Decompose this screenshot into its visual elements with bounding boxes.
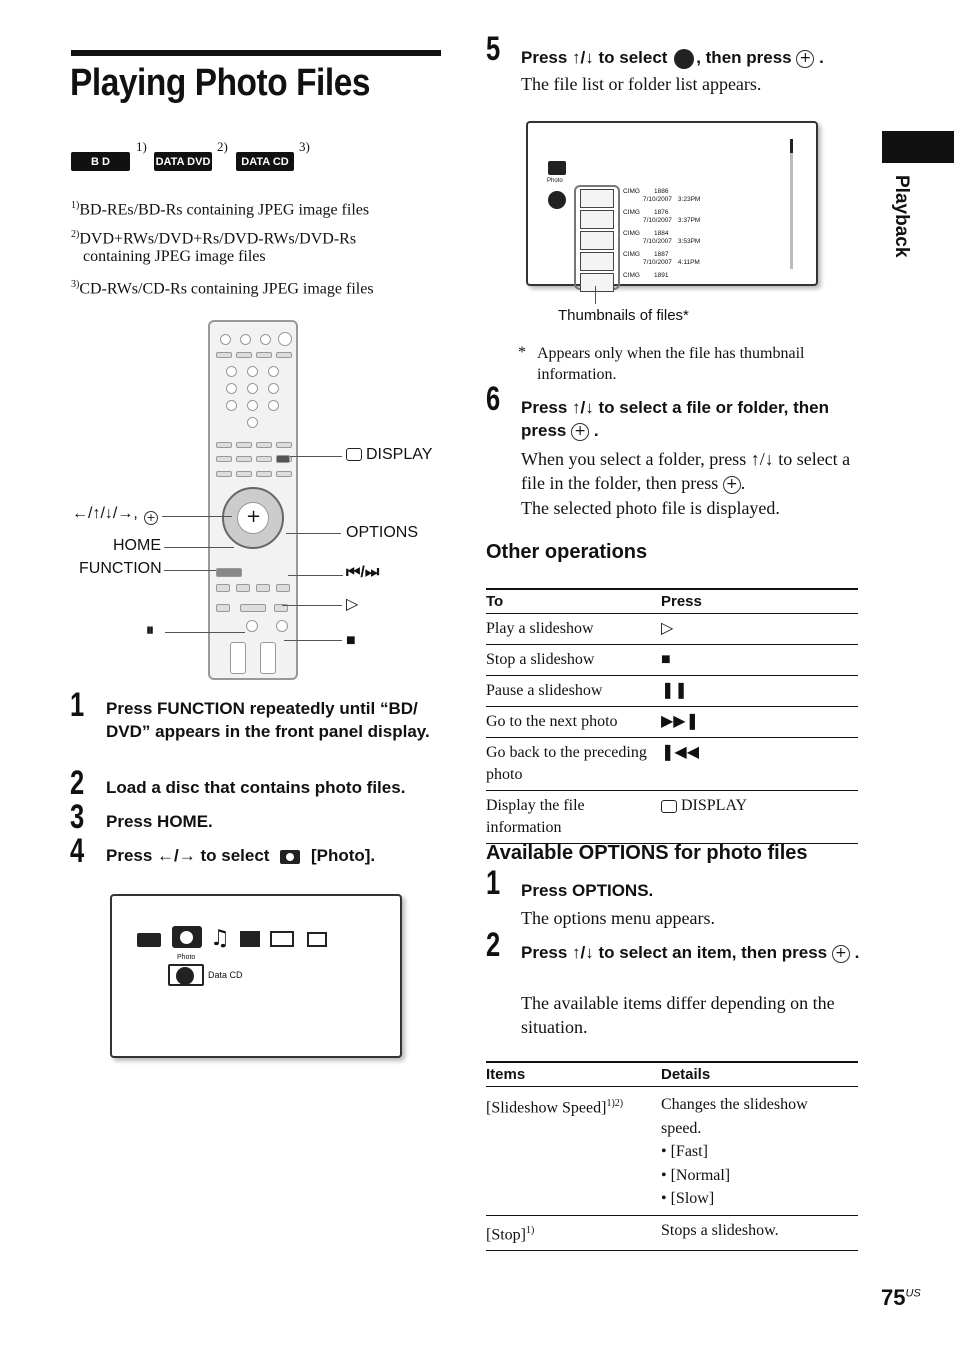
file-thumbnail	[580, 231, 614, 250]
step-number: 4	[70, 832, 85, 870]
step-number: 1	[70, 686, 85, 724]
column-header-to: To	[486, 589, 661, 614]
enter-icon: +	[723, 476, 741, 494]
play-callout: ▷	[346, 596, 359, 613]
table-row: Go back to the preceding photo ❚◀◀	[486, 738, 858, 791]
film-icon	[270, 931, 294, 947]
step-number: 2	[486, 926, 501, 964]
function-callout: FUNCTION	[79, 560, 162, 577]
footnote-3: $^{3)}$CD-RWs/CD-Rs containing JPEG image files	[71, 279, 374, 298]
footnote-2: $^{2)}$DVD+RWs/DVD+Rs/DVD-RWs/DVD-Rs	[71, 229, 357, 248]
table-row: [Slideshow Speed]$^{1)2)}$ Changes the slideshow speed. • [Fast] • [Normal] • [Slow]	[486, 1087, 858, 1216]
badge-footnote-mark: 1)	[136, 139, 147, 154]
stop-callout: ■	[346, 632, 356, 649]
step-text: Press FUNCTION repeatedly until “BD/ DVD” appears in the front panel display.	[106, 699, 430, 741]
enter-icon: +	[832, 945, 850, 963]
photo-icon	[172, 926, 202, 948]
step-number: 6	[486, 380, 501, 418]
home-menu-screen	[110, 894, 402, 1058]
file-row: CIMG 1886 7/10/2007 3:23PM	[623, 188, 701, 203]
settings-icon	[137, 933, 161, 947]
camera-icon	[280, 850, 300, 864]
disc-icon	[548, 191, 566, 209]
file-thumbnail	[580, 210, 614, 229]
asterisk-note: Appears only when the file has thumbnail information.	[537, 345, 805, 383]
asterisk-mark: *	[518, 344, 526, 361]
music-icon: ♫	[210, 926, 230, 951]
table-row: Stop a slideshow ■	[486, 645, 858, 676]
disc-icon	[168, 964, 204, 986]
enter-icon: +	[571, 423, 589, 441]
data-dvd-badge: DATA DVD	[154, 152, 212, 171]
step-text: Press ↑/↓ to select , then press + .	[521, 48, 824, 67]
file-thumbnail	[580, 189, 614, 208]
column-header-items: Items	[486, 1062, 661, 1087]
step-text: Load a disc that contains photo files.	[106, 778, 406, 797]
file-list-screen	[526, 121, 818, 286]
table-row: Pause a slideshow ❚❚	[486, 676, 858, 707]
table-row: [Stop]$^{1)}$ Stops a slideshow.	[486, 1215, 858, 1250]
step-number: 1	[486, 864, 501, 902]
page-title: Playing Photo Files	[70, 62, 371, 104]
display-button	[276, 455, 290, 463]
title-rule	[71, 50, 441, 56]
step-text: Press ↑/↓ to select a file or folder, then press + .	[521, 398, 829, 440]
enter-icon: +	[144, 509, 158, 527]
step-body: The options menu appears.	[521, 908, 715, 928]
display-icon	[346, 448, 362, 461]
file-row: CIMG 1884 7/10/2007 3:53PM	[623, 230, 701, 245]
input-icon	[307, 932, 327, 947]
page-number: $75^{US}$	[881, 1285, 921, 1310]
step-text: Press ↑/↓ to select an item, then press + .	[521, 943, 860, 962]
thumbnails-caption: Thumbnails of files*	[558, 307, 689, 324]
badge-footnote-mark: 2)	[217, 139, 228, 154]
remote-control-illustration: +	[208, 320, 298, 680]
scrollbar	[790, 139, 793, 269]
file-row: CIMG 1887 7/10/2007 4:11PM	[623, 251, 700, 266]
step-number: 5	[486, 30, 501, 68]
step-number: 2	[70, 764, 85, 802]
step-body: The file list or folder list appears.	[521, 74, 762, 94]
data-cd-label: Data CD	[208, 970, 243, 980]
disc-icon	[674, 49, 694, 69]
table-row: Play a slideshow ▷	[486, 614, 858, 645]
pause-callout: ⏸	[146, 622, 155, 639]
other-operations-table	[486, 588, 858, 844]
photo-icon	[548, 161, 566, 175]
file-row: CIMG 1876 7/10/2007 3:37PM	[623, 209, 701, 224]
arrows-callout: ←/↑/↓/→,	[72, 505, 138, 522]
footnote-2-cont: containing JPEG image files	[83, 248, 266, 265]
step-text: Press HOME.	[106, 812, 213, 831]
options-callout: OPTIONS	[346, 524, 419, 541]
data-cd-badge: DATA CD	[236, 152, 294, 171]
step-body: When you select a folder, press ↑/↓ to select a file in the folder, then press + .	[521, 449, 851, 493]
table-row: Display the file information DISPLAY	[486, 791, 858, 844]
photo-label: Photo	[547, 178, 563, 184]
home-callout: HOME	[113, 537, 161, 554]
step-number: 3	[70, 798, 85, 836]
function-button	[216, 568, 242, 577]
options-table	[486, 1061, 858, 1251]
file-thumbnail	[580, 273, 614, 292]
table-row: Go to the next photo ▶▶❚	[486, 707, 858, 738]
enter-icon: +	[796, 50, 814, 68]
footnote-1: $^{1)}$BD-REs/BD-Rs containing JPEG image files	[71, 200, 370, 219]
step-text: Press ←/→ to select [Photo].	[106, 846, 376, 865]
badge-footnote-mark: 3)	[299, 139, 310, 154]
step-body: The available items differ depending on the situation.	[521, 993, 835, 1037]
display-icon	[661, 800, 677, 813]
file-row: CIMG 1891	[623, 272, 669, 279]
section-label: Playback	[891, 175, 912, 258]
options-heading: Available OPTIONS for photo files	[486, 842, 808, 864]
column-header-press: Press	[661, 589, 858, 614]
display-callout: DISPLAY	[346, 446, 432, 464]
file-thumbnail	[580, 252, 614, 271]
other-operations-heading: Other operations	[486, 541, 648, 563]
column-header-details: Details	[661, 1062, 858, 1087]
section-tab	[882, 131, 954, 163]
step-text: Press OPTIONS.	[521, 881, 654, 900]
prev-next-callout: ⏮/⏭	[346, 564, 380, 581]
step-body: The selected photo file is displayed.	[521, 498, 780, 518]
bd-badge: B D	[71, 152, 130, 171]
video-icon	[240, 931, 260, 947]
photo-label: Photo	[177, 954, 196, 961]
